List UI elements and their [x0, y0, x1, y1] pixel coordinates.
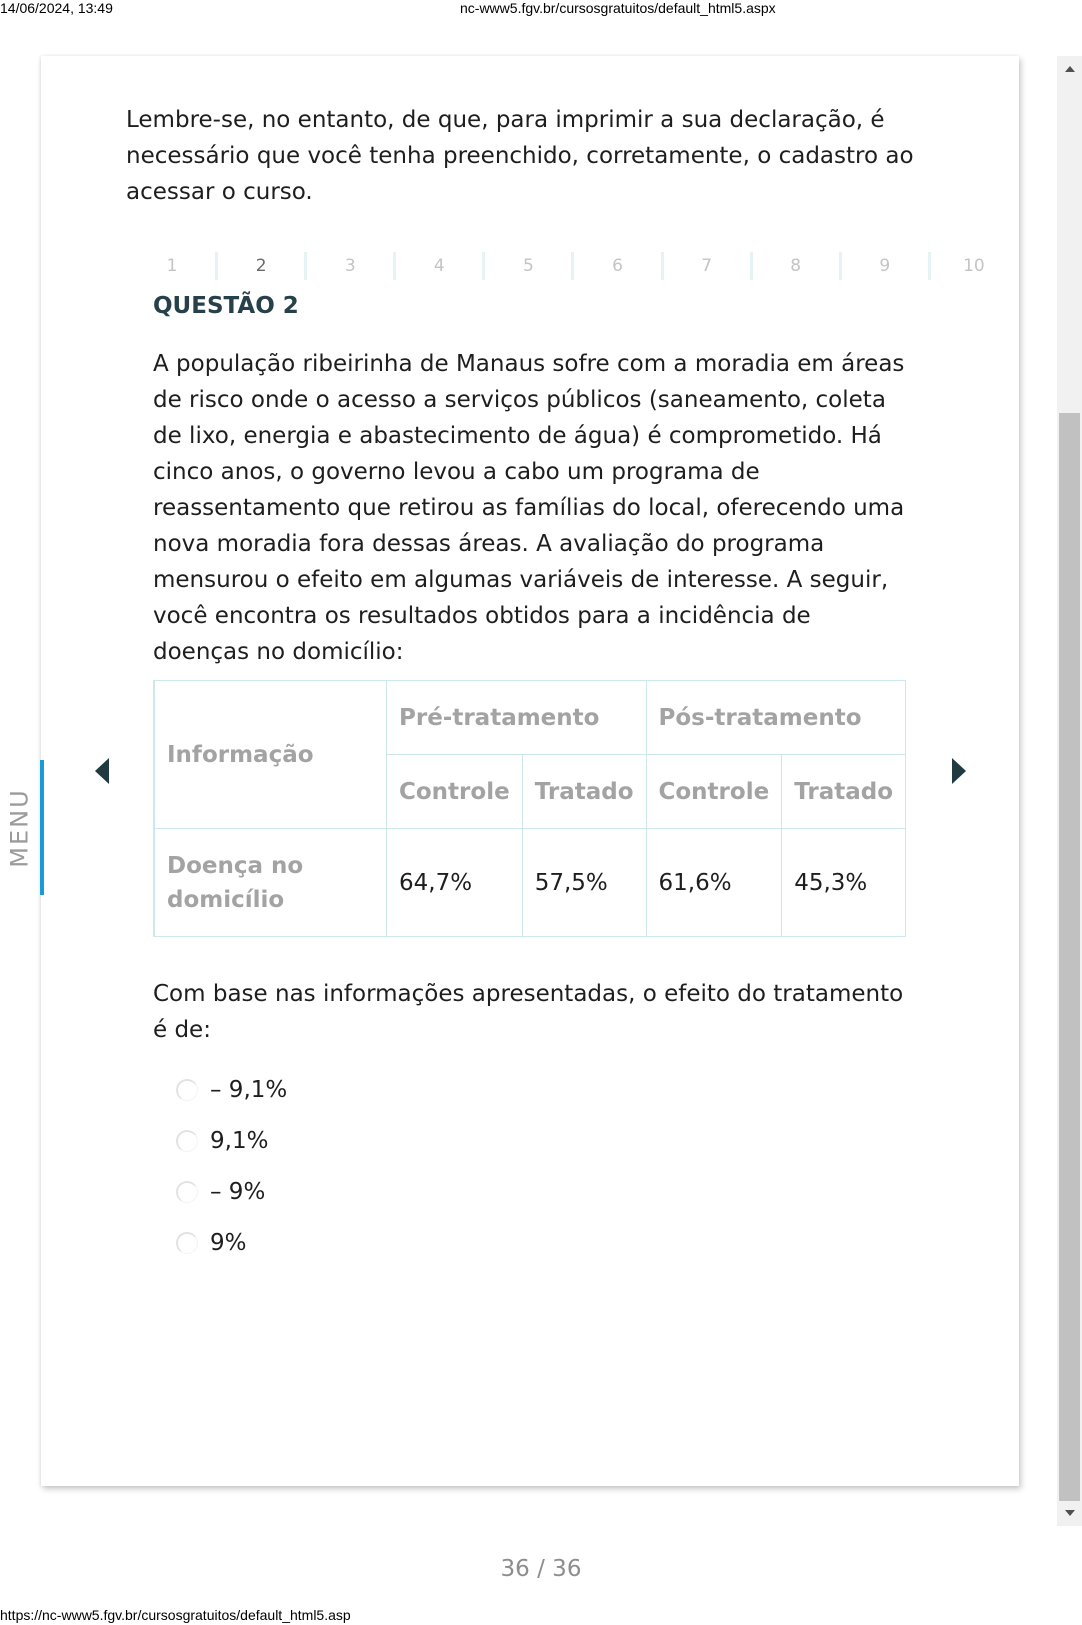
- answer-option[interactable]: [176, 1166, 287, 1217]
- question-prompt: Com base nas informações apresentadas, o efeito do tratamento é de:: [153, 981, 904, 1043]
- menu-label: MENU: [6, 787, 35, 868]
- table-cell-pre-control: 64,7%: [387, 829, 523, 937]
- radio-button[interactable]: [176, 1232, 198, 1254]
- question-pagination: [129, 252, 1017, 280]
- print-datetime: 14/06/2024, 13:49: [0, 0, 113, 16]
- table-header-post-control: Controle: [646, 755, 782, 829]
- print-url: nc-www5.fgv.br/cursosgratuitos/default_html5.aspx: [460, 0, 776, 16]
- answer-option[interactable]: [176, 1064, 287, 1115]
- table-cell-post-control: 61,6%: [646, 829, 782, 937]
- table-row-label: Doença no domicílio: [154, 829, 387, 937]
- page-link-9[interactable]: 9: [842, 252, 931, 280]
- table-header-information: Informação: [154, 681, 387, 829]
- intro-text: Lembre-se, no entanto, de que, para imprimir a sua declaração, é necessário que você tenha preenchido, corretamente, o cadastro ao acessar o curso.: [126, 107, 914, 205]
- table-cell-pre-treated: 57,5%: [522, 829, 646, 937]
- answer-options: [176, 1064, 287, 1268]
- answer-option[interactable]: [176, 1115, 287, 1166]
- page-link-1[interactable]: 1: [129, 252, 218, 280]
- page-count: 36 / 36: [500, 1556, 582, 1582]
- results-table: [153, 680, 906, 937]
- print-footer-url: https://nc-www5.fgv.br/cursosgratuitos/default_html5.asp: [0, 1607, 351, 1623]
- menu-label-wrap: [0, 760, 40, 895]
- page-link-10[interactable]: 10: [963, 256, 985, 276]
- table-header-pre-treatment: Pré-tratamento: [387, 681, 647, 755]
- table-header-pre-control: Controle: [387, 755, 523, 829]
- page-link-4[interactable]: 4: [396, 252, 485, 280]
- table-cell-post-treated: 45,3%: [782, 829, 906, 937]
- scroll-down-icon[interactable]: [1065, 1510, 1075, 1516]
- page-link-8[interactable]: 8: [753, 252, 842, 280]
- page-link-5[interactable]: 5: [485, 252, 574, 280]
- answer-option-label: – 9%: [210, 1178, 266, 1205]
- menu-tab[interactable]: [0, 760, 44, 895]
- answer-option-label: 9,1%: [210, 1127, 269, 1154]
- print-footer: [0, 1605, 1082, 1625]
- answer-option-label: 9%: [210, 1229, 247, 1256]
- scrollbar-thumb[interactable]: [1059, 413, 1080, 1501]
- table-header-pre-treated: Tratado: [522, 755, 646, 829]
- radio-button[interactable]: [176, 1130, 198, 1152]
- radio-button[interactable]: [176, 1079, 198, 1101]
- table-header-post-treatment: Pós-tratamento: [646, 681, 906, 755]
- next-arrow-icon[interactable]: [952, 758, 966, 784]
- scroll-up-icon[interactable]: [1065, 66, 1075, 72]
- answer-option[interactable]: [176, 1217, 287, 1268]
- page-link-7[interactable]: 7: [664, 252, 753, 280]
- question-title: QUESTÃO 2: [153, 293, 299, 319]
- page-link-6[interactable]: 6: [574, 252, 663, 280]
- page-link-2[interactable]: 2: [218, 252, 307, 280]
- table-header-post-treated: Tratado: [782, 755, 906, 829]
- radio-button[interactable]: [176, 1181, 198, 1203]
- question-text: A população ribeirinha de Manaus sofre com a moradia em áreas de risco onde o acesso a serviços públicos (saneamento, coleta de lixo, energia e abastecimento de água) é comprometido. Há cinco anos, o governo levou a cabo um programa de reassentamento que retirou as famílias do local, oferecendo uma nova moradia fora dessas áreas. A avaliação do programa mensurou o efeito em algumas variáveis de interesse. A seguir, você encontra os resultados obtidos para a incidência de doenças no domicílio:: [153, 351, 905, 665]
- answer-option-label: – 9,1%: [210, 1076, 288, 1103]
- page-link-3[interactable]: 3: [307, 252, 396, 280]
- scrollbar[interactable]: [1057, 56, 1082, 1526]
- print-header: [0, 0, 1082, 20]
- previous-arrow-icon[interactable]: [95, 758, 109, 784]
